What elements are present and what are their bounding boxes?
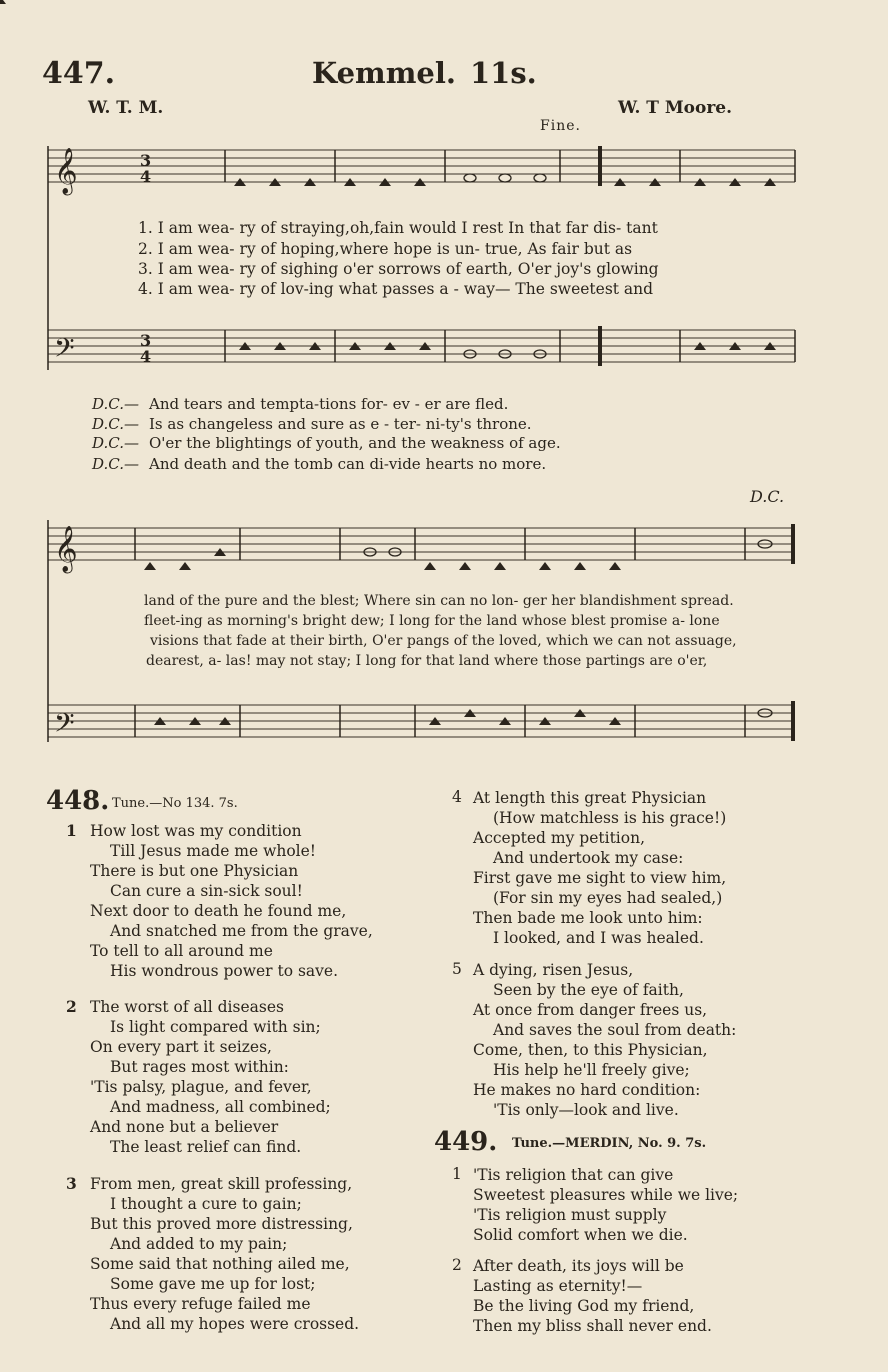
verse: After death, its joys will be Lasting as eternity!— Be the living God my friend, Then my bliss shall never end. <box>473 1257 712 1335</box>
verse-number: 4 <box>452 788 462 806</box>
hymn-number: 449. <box>434 1127 498 1157</box>
tune-title: Kemmel. <box>312 56 456 90</box>
fine-mark: Fine. <box>540 118 581 134</box>
hymn-number: 447. <box>42 56 116 91</box>
dc-line: D.C.— And tears and tempta-tions for- ev - er are fled. <box>92 395 509 413</box>
svg-text:4: 4 <box>140 167 152 186</box>
lyric-line: dearest, a- las! may not stay; I long for that land where those partings are o'er, <box>146 653 708 669</box>
lyric-line: visions that fade at their birth, O'er pangs of the loved, which we can not assuage, <box>150 633 737 649</box>
verse: How lost was my condition Till Jesus made me whole! There is but one Physician Can cure a sin-sick soul! Next door to death he found me, And snatched me from the grave, To tell to all around me His wondrous power to save. <box>90 822 373 980</box>
svg-text:𝄞: 𝄞 <box>54 526 78 572</box>
svg-text:3: 3 <box>140 331 152 350</box>
svg-text:𝄞: 𝄞 <box>54 148 78 194</box>
verse: From men, great skill professing, I thought a cure to gain; But this proved more distressing, And added to my pain; Some said that nothing ailed me, Some gave me up for lost; Thus every refuge failed me And all my hopes were crossed. <box>90 1175 360 1333</box>
svg-text:𝄢: 𝄢 <box>54 332 75 370</box>
svg-text:4: 4 <box>140 347 152 366</box>
dc-line: D.C.— O'er the blightings of youth, and the weakness of age. <box>92 434 561 452</box>
verse-number: 2 <box>452 1256 462 1274</box>
lyric-line: 1. I am wea- ry of straying,oh,fain would I rest In that far dis- tant <box>138 219 658 237</box>
verse: The worst of all diseases Is light compared with sin; On every part it seizes, But rages most within: 'Tis palsy, plague, and fever, And madness, all combined; And none but a believer The least relief can find. <box>90 998 331 1156</box>
verse-number: 2 <box>66 997 77 1016</box>
dc-mark: D.C. <box>750 487 785 506</box>
verse: At length this great Physician (How matchless is his grace!) Accepted my petition, And undertook my case: First gave me sight to view him, (For sin my eyes had sealed,) Then bade me look unto him: I looked, and I was healed. <box>473 789 727 947</box>
verse-number: 1 <box>66 821 77 840</box>
dc-line: D.C.— Is as changeless and sure as e - ter- ni-ty's throne. <box>92 415 532 433</box>
lyric-line: 2. I am wea- ry of hoping,where hope is un- true, As fair but as <box>138 240 633 258</box>
svg-text:3: 3 <box>140 151 152 170</box>
svg-text:𝄢: 𝄢 <box>54 707 75 745</box>
verse: A dying, risen Jesus, Seen by the eye of faith, At once from danger frees us, And saves the soul from death: Come, then, to this Physician, His help he'll freely give; He makes no hard condition: 'Tis only—look and live. <box>473 961 737 1119</box>
hymn-number: 448. <box>46 786 110 816</box>
lyric-line: 3. I am wea- ry of sighing o'er sorrows of earth, O'er joy's glowing <box>138 260 659 278</box>
tune-reference: Tune.—No 134. 7s. <box>112 796 238 811</box>
words-credit: W. T. M. <box>88 98 164 118</box>
verse-number: 5 <box>452 960 462 978</box>
verse-number: 3 <box>66 1174 77 1193</box>
dc-line: D.C.— And death and the tomb can di-vide hearts no more. <box>92 455 547 473</box>
lyric-line: 4. I am wea- ry of lov-ing what passes a - way— The sweetest and <box>138 280 654 298</box>
tune-meter: 11s. <box>470 56 537 90</box>
lyric-line: fleet-ing as morning's bright dew; I long for the land whose blest promise a- lone <box>144 613 720 629</box>
lyric-line: land of the pure and the blest; Where sin can no lon- ger her blandishment spread. <box>144 593 734 609</box>
tune-reference: Tune.—MERDIN, No. 9. 7s. <box>512 1136 707 1151</box>
music-credit: W. T Moore. <box>618 98 733 118</box>
verse-number: 1 <box>452 1165 462 1183</box>
verse: 'Tis religion that can give Sweetest pleasures while we live; 'Tis religion must supply Solid comfort when we die. <box>473 1166 739 1244</box>
